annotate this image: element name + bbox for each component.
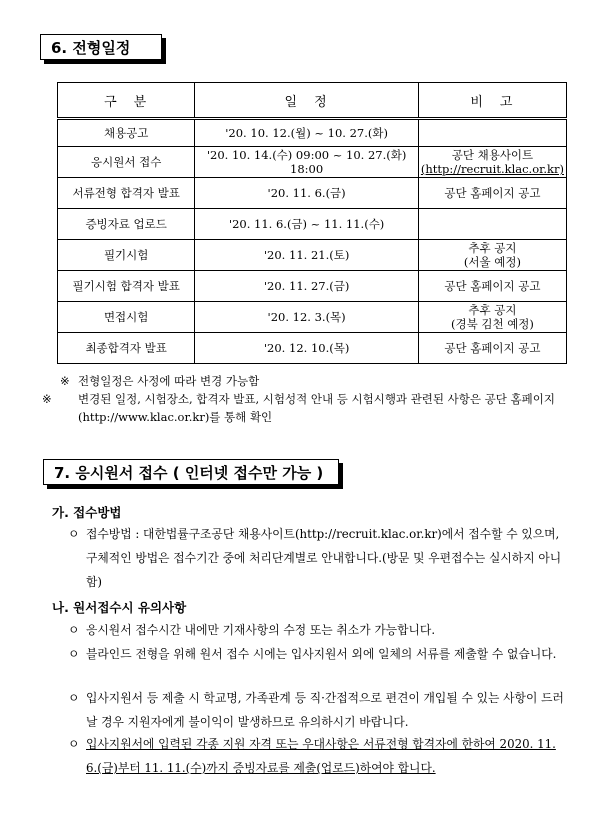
schedule-note-1 — [60, 372, 570, 390]
schedule-line: '20. 11. 21.(토) — [263, 248, 350, 262]
note-text: 전형일정은 사정에 따라 변경 가능함 — [78, 374, 260, 388]
method-item — [68, 522, 570, 594]
remark-line-2: (http://recruit.klac.or.kr) — [420, 162, 564, 176]
schedule-line: '20. 10. 12.(월) ~ 10. 27.(화) — [225, 126, 388, 140]
cell-schedule — [195, 333, 419, 364]
header-remarks: 비 고 — [418, 83, 566, 119]
cell-category: 최종합격자 발표 — [58, 333, 195, 364]
cell-category: 채용공고 — [58, 119, 195, 147]
subheading-method: 가. 접수방법 — [52, 505, 122, 520]
cell-schedule — [195, 178, 419, 209]
schedule-line: '20. 11. 6.(금) — [267, 186, 346, 200]
schedule-line: '20. 12. 10.(목) — [263, 341, 350, 355]
table-row — [58, 240, 567, 271]
cell-schedule — [195, 147, 419, 178]
cell-schedule — [195, 240, 419, 271]
header-schedule: 일 정 — [195, 83, 419, 119]
caution-item-3 — [68, 686, 570, 734]
cell-remarks — [418, 240, 566, 271]
cell-remarks — [418, 209, 566, 240]
section-6-title: 6. 전형일정 — [40, 34, 162, 60]
remark-line: 공단 홈페이지 공고 — [444, 186, 541, 200]
schedule-table — [57, 82, 567, 364]
remark-line-2: (서울 예정) — [463, 255, 521, 269]
table-row — [58, 178, 567, 209]
cell-category: 필기시험 — [58, 240, 195, 271]
bullet-icon: ㅇ — [68, 623, 80, 637]
table-row — [58, 333, 567, 364]
schedule-note-2 — [42, 390, 588, 426]
cell-remarks — [418, 119, 566, 147]
schedule-line: '20. 11. 27.(금) — [263, 279, 350, 293]
table-row — [58, 147, 567, 178]
caution-item-2 — [68, 642, 570, 666]
schedule-line-2: 18:00 — [290, 162, 324, 176]
bullet-icon: ㅇ — [68, 527, 80, 541]
cell-remarks — [418, 333, 566, 364]
cell-remarks — [418, 271, 566, 302]
section-7-title: 7. 응시원서 접수 ( 인터넷 접수만 가능 ) — [43, 459, 339, 485]
caution-text: 블라인드 전형을 위해 원서 접수 시에는 입사지원서 외에 일체의 서류를 제출할 수 없습니다. — [86, 647, 557, 661]
cell-schedule — [195, 119, 419, 147]
remark-line: 추후 공지 — [468, 241, 517, 255]
remark-line: 공단 채용사이트 — [451, 148, 534, 162]
table-row — [58, 271, 567, 302]
schedule-line: '20. 12. 3.(목) — [267, 310, 346, 324]
note-mark: ※ — [60, 374, 70, 388]
remark-line: 공단 홈페이지 공고 — [444, 279, 541, 293]
bullet-icon: ㅇ — [68, 737, 80, 751]
cell-remarks — [418, 178, 566, 209]
bullet-icon: ㅇ — [68, 691, 80, 705]
cell-category: 증빙자료 업로드 — [58, 209, 195, 240]
cell-schedule — [195, 271, 419, 302]
cell-schedule — [195, 209, 419, 240]
cell-remarks — [418, 302, 566, 333]
schedule-line: '20. 11. 6.(금) ~ 11. 11.(수) — [228, 217, 385, 231]
table-row — [58, 119, 567, 147]
header-category: 구 분 — [58, 83, 195, 119]
caution-item-1 — [68, 618, 570, 642]
caution-text: 입사지원서 등 제출 시 학교명, 가족관계 등 직·간접적으로 편견이 개입될 수 있는 사항이 드러날 경우 지원자에게 불이익이 발생하므로 유의하시기 바랍니다. — [86, 691, 564, 729]
subheading-cautions: 나. 원서접수시 유의사항 — [52, 600, 187, 615]
bullet-icon: ㅇ — [68, 647, 80, 661]
remark-line: 공단 홈페이지 공고 — [444, 341, 541, 355]
caution-text: 입사지원서에 입력된 각종 지원 자격 또는 우대사항은 서류전형 합격자에 한하여 2020. 11. 6.(금)부터 11. 11.(수)까지 증빙자료를 제출(업로드)하여야 합니다. — [86, 737, 556, 775]
table-header-row — [58, 83, 567, 119]
cell-category: 필기시험 합격자 발표 — [58, 271, 195, 302]
note-text: 변경된 일정, 시험장소, 합격자 발표, 시험성적 안내 등 시험시행과 관련된 사항은 공단 홈페이지(http://www.klac.or.kr)를 통해 확인 — [78, 392, 555, 424]
cell-schedule — [195, 302, 419, 333]
method-text: 접수방법 : 대한법률구조공단 채용사이트(http://recruit.klac.or.kr)에서 접수할 수 있으며, 구체적인 방법은 접수기간 중에 처리단계별로 안내합니다.(방문 및 우편접수는 실시하지 아니함) — [86, 527, 562, 589]
cell-category: 면접시험 — [58, 302, 195, 333]
schedule-line: '20. 10. 14.(수) 09:00 ~ 10. 27.(화) — [206, 148, 407, 162]
note-mark: ※ — [42, 392, 52, 406]
table-row — [58, 209, 567, 240]
remark-line: 추후 공지 — [468, 303, 517, 317]
table-row — [58, 302, 567, 333]
caution-item-4 — [68, 732, 570, 780]
cell-category: 응시원서 접수 — [58, 147, 195, 178]
cell-category: 서류전형 합격자 발표 — [58, 178, 195, 209]
caution-text: 응시원서 접수시간 내에만 기재사항의 수정 또는 취소가 가능합니다. — [86, 623, 436, 637]
remark-line-2: (경북 김천 예정) — [450, 317, 534, 331]
cell-remarks — [418, 147, 566, 178]
